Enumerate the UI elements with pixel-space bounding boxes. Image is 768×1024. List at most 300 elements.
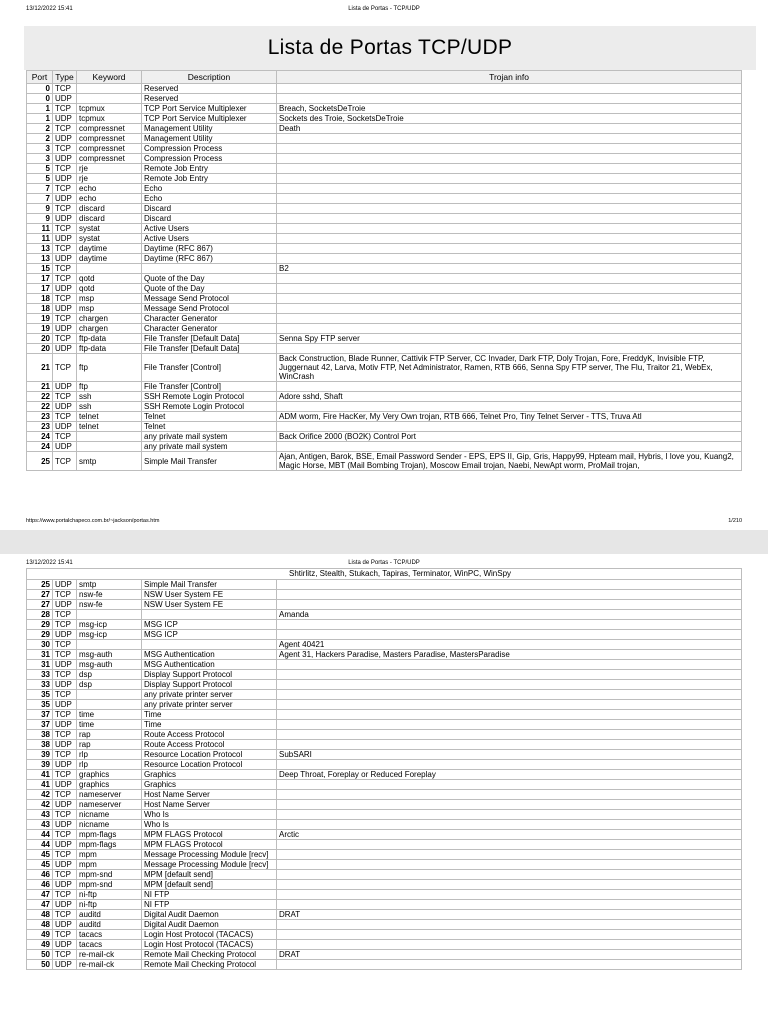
table-row <box>27 274 742 284</box>
cell-keyword: chargen <box>77 324 142 334</box>
cell-trojan-info <box>277 880 742 890</box>
cell-keyword: dsp <box>77 670 142 680</box>
cell-port: 2 <box>27 134 53 144</box>
cell-keyword: qotd <box>77 274 142 284</box>
cell-description: Remote Mail Checking Protocol <box>142 960 277 970</box>
cell-type: TCP <box>53 264 77 274</box>
table-row <box>27 820 742 830</box>
table-row <box>27 770 742 780</box>
cell-type: UDP <box>53 254 77 264</box>
cell-port: 35 <box>27 690 53 700</box>
cell-port: 37 <box>27 710 53 720</box>
cell-port: 7 <box>27 194 53 204</box>
cell-type: TCP <box>53 354 77 382</box>
table-row <box>27 590 742 600</box>
cell-type: UDP <box>53 900 77 910</box>
cell-type: TCP <box>53 294 77 304</box>
table-row <box>27 452 742 471</box>
table-row <box>27 720 742 730</box>
cell-keyword: msg-auth <box>77 660 142 670</box>
cell-type: TCP <box>53 590 77 600</box>
table-row <box>27 750 742 760</box>
print-doc-title: Lista de Portas - TCP/UDP <box>348 6 420 12</box>
cell-type: UDP <box>53 234 77 244</box>
table-row <box>27 700 742 710</box>
page-footer <box>0 518 768 526</box>
cell-trojan-info <box>277 224 742 234</box>
cell-type: UDP <box>53 214 77 224</box>
cell-type: TCP <box>53 870 77 880</box>
cell-description: Host Name Server <box>142 800 277 810</box>
cell-description: SSH Remote Login Protocol <box>142 402 277 412</box>
cell-keyword: mpm <box>77 850 142 860</box>
cell-type: TCP <box>53 392 77 402</box>
cell-trojan-info <box>277 680 742 690</box>
cell-trojan-info <box>277 344 742 354</box>
cell-type: UDP <box>53 134 77 144</box>
cell-trojan-info <box>277 870 742 880</box>
cell-keyword: ftp-data <box>77 334 142 344</box>
cell-port: 20 <box>27 334 53 344</box>
table-row <box>27 412 742 422</box>
cell-type: TCP <box>53 244 77 254</box>
cell-trojan-info <box>277 730 742 740</box>
cell-keyword: ftp-data <box>77 344 142 354</box>
table-row <box>27 660 742 670</box>
cell-port: 23 <box>27 422 53 432</box>
cell-port: 25 <box>27 580 53 590</box>
cell-trojan-info <box>277 154 742 164</box>
cell-trojan-info <box>277 94 742 104</box>
cell-type: UDP <box>53 940 77 950</box>
cell-trojan-info <box>277 850 742 860</box>
column-header-type: Type <box>53 71 77 84</box>
cell-description: Remote Job Entry <box>142 164 277 174</box>
cell-description: MSG ICP <box>142 620 277 630</box>
cell-port: 7 <box>27 184 53 194</box>
cell-description: Reserved <box>142 84 277 94</box>
cell-keyword: mpm <box>77 860 142 870</box>
cell-description <box>142 610 277 620</box>
cell-keyword: chargen <box>77 314 142 324</box>
cell-description: MPM [default send] <box>142 870 277 880</box>
cell-port: 48 <box>27 910 53 920</box>
table-row <box>27 382 742 392</box>
cell-port: 21 <box>27 354 53 382</box>
cell-description: NSW User System FE <box>142 590 277 600</box>
cell-description: Message Send Protocol <box>142 294 277 304</box>
cell-trojan-info: Agent 31, Hackers Paradise, Masters Paradise, MastersParadise <box>277 650 742 660</box>
cell-port: 25 <box>27 452 53 471</box>
cell-keyword <box>77 84 142 94</box>
cell-type: UDP <box>53 580 77 590</box>
cell-port: 42 <box>27 800 53 810</box>
cell-keyword <box>77 432 142 442</box>
cell-trojan-info <box>277 174 742 184</box>
cell-port: 18 <box>27 294 53 304</box>
cell-trojan-info <box>277 244 742 254</box>
cell-trojan-info <box>277 580 742 590</box>
cell-description: Reserved <box>142 94 277 104</box>
cell-trojan-info <box>277 840 742 850</box>
table-row <box>27 600 742 610</box>
cell-description: Remote Job Entry <box>142 174 277 184</box>
cell-type: UDP <box>53 114 77 124</box>
table-row <box>27 392 742 402</box>
cell-type: UDP <box>53 760 77 770</box>
cell-port: 46 <box>27 870 53 880</box>
cell-port: 30 <box>27 640 53 650</box>
cell-trojan-info: Back Orifice 2000 (BO2K) Control Port <box>277 432 742 442</box>
cell-port: 39 <box>27 750 53 760</box>
cell-trojan-info <box>277 790 742 800</box>
table-row <box>27 214 742 224</box>
cell-trojan-info: Sockets des Troie, SocketsDeTroie <box>277 114 742 124</box>
cell-port: 19 <box>27 314 53 324</box>
table-row <box>27 422 742 432</box>
cell-type: UDP <box>53 344 77 354</box>
table-row <box>27 910 742 920</box>
cell-keyword <box>77 264 142 274</box>
cell-keyword: tacacs <box>77 930 142 940</box>
page-header <box>0 554 768 568</box>
table-row <box>27 930 742 940</box>
cell-port: 29 <box>27 630 53 640</box>
cell-port: 0 <box>27 94 53 104</box>
cell-description: MPM FLAGS Protocol <box>142 840 277 850</box>
cell-trojan-info: Senna Spy FTP server <box>277 334 742 344</box>
cell-keyword: graphics <box>77 770 142 780</box>
cell-keyword <box>77 94 142 104</box>
cell-keyword: rlp <box>77 760 142 770</box>
cell-type: TCP <box>53 620 77 630</box>
cell-type: TCP <box>53 810 77 820</box>
cell-port: 1 <box>27 104 53 114</box>
cell-type: UDP <box>53 780 77 790</box>
cell-type: TCP <box>53 84 77 94</box>
cell-keyword: compressnet <box>77 144 142 154</box>
cell-trojan-info <box>277 214 742 224</box>
cell-trojan-info <box>277 382 742 392</box>
print-doc-title: Lista de Portas - TCP/UDP <box>348 560 420 566</box>
table-row <box>27 760 742 770</box>
cell-description: File Transfer [Control] <box>142 382 277 392</box>
cell-trojan-info <box>277 810 742 820</box>
cell-description: MPM FLAGS Protocol <box>142 830 277 840</box>
cell-description: Echo <box>142 194 277 204</box>
cell-trojan-info <box>277 284 742 294</box>
cell-port: 31 <box>27 660 53 670</box>
cell-type: UDP <box>53 422 77 432</box>
column-header-keyword: Keyword <box>77 71 142 84</box>
cell-description: Echo <box>142 184 277 194</box>
cell-type: TCP <box>53 164 77 174</box>
table-row <box>27 254 742 264</box>
cell-description: any private printer server <box>142 700 277 710</box>
table-row <box>27 670 742 680</box>
table-row <box>27 314 742 324</box>
cell-keyword: mpm-snd <box>77 870 142 880</box>
table-row <box>27 680 742 690</box>
cell-trojan-info <box>277 274 742 284</box>
cell-type: UDP <box>53 284 77 294</box>
cell-keyword: mpm-flags <box>77 830 142 840</box>
table-row <box>27 344 742 354</box>
cell-keyword: nameserver <box>77 800 142 810</box>
cell-keyword: mpm-flags <box>77 840 142 850</box>
cell-type: UDP <box>53 720 77 730</box>
cell-trojan-info <box>277 940 742 950</box>
cell-keyword: rlp <box>77 750 142 760</box>
cell-type: UDP <box>53 820 77 830</box>
cell-trojan-info: Adore sshd, Shaft <box>277 392 742 402</box>
cell-type: UDP <box>53 600 77 610</box>
cell-description: Management Utility <box>142 124 277 134</box>
table-row <box>27 830 742 840</box>
cell-type: TCP <box>53 890 77 900</box>
cell-description: Who Is <box>142 810 277 820</box>
table-row <box>27 174 742 184</box>
cell-type: TCP <box>53 770 77 780</box>
cell-keyword: msp <box>77 304 142 314</box>
cell-description: Quote of the Day <box>142 284 277 294</box>
cell-description: Message Send Protocol <box>142 304 277 314</box>
cell-port: 41 <box>27 770 53 780</box>
cell-keyword: nicname <box>77 810 142 820</box>
cell-description: Display Support Protocol <box>142 680 277 690</box>
table-row <box>27 710 742 720</box>
cell-trojan-info <box>277 890 742 900</box>
cell-port: 39 <box>27 760 53 770</box>
table-row <box>27 432 742 442</box>
cell-port: 44 <box>27 840 53 850</box>
cell-description <box>142 640 277 650</box>
cell-description: Daytime (RFC 867) <box>142 244 277 254</box>
cell-port: 28 <box>27 610 53 620</box>
cell-keyword: msg-icp <box>77 620 142 630</box>
cell-keyword: qotd <box>77 284 142 294</box>
cell-keyword: systat <box>77 224 142 234</box>
cell-description: any private mail system <box>142 442 277 452</box>
cell-trojan-info <box>277 422 742 432</box>
cell-keyword <box>77 700 142 710</box>
cell-type: UDP <box>53 880 77 890</box>
cell-type: TCP <box>53 412 77 422</box>
cell-keyword: compressnet <box>77 124 142 134</box>
cell-trojan-info <box>277 620 742 630</box>
cell-keyword: rje <box>77 174 142 184</box>
cell-trojan-info <box>277 254 742 264</box>
cell-description: TCP Port Service Multiplexer <box>142 114 277 124</box>
cell-trojan-info: B2 <box>277 264 742 274</box>
cell-port: 33 <box>27 670 53 680</box>
table-row <box>27 304 742 314</box>
cell-trojan-info <box>277 304 742 314</box>
cell-port: 38 <box>27 730 53 740</box>
cell-type: TCP <box>53 950 77 960</box>
cell-type: UDP <box>53 800 77 810</box>
cell-description: Digital Audit Daemon <box>142 910 277 920</box>
cell-port: 22 <box>27 402 53 412</box>
cell-type: TCP <box>53 144 77 154</box>
table-row <box>27 334 742 344</box>
cell-keyword: msg-icp <box>77 630 142 640</box>
cell-trojan-info <box>277 920 742 930</box>
page-number: 1/210 <box>728 518 742 524</box>
cell-keyword: daytime <box>77 254 142 264</box>
cell-type: TCP <box>53 274 77 284</box>
cell-description: Login Host Protocol (TACACS) <box>142 930 277 940</box>
cell-type: TCP <box>53 314 77 324</box>
cell-trojan-info: Death <box>277 124 742 134</box>
table-row <box>27 164 742 174</box>
cell-trojan-info <box>277 660 742 670</box>
cell-port: 37 <box>27 720 53 730</box>
cell-type: TCP <box>53 124 77 134</box>
cell-description: MSG Authentication <box>142 660 277 670</box>
table-row <box>27 800 742 810</box>
cell-trojan-info <box>277 900 742 910</box>
cell-keyword: time <box>77 720 142 730</box>
cell-keyword: discard <box>77 214 142 224</box>
cell-description: MPM [default send] <box>142 880 277 890</box>
cell-type: TCP <box>53 730 77 740</box>
cell-port: 43 <box>27 810 53 820</box>
cell-type: UDP <box>53 840 77 850</box>
cell-trojan-info: Ajan, Antigen, Barok, BSE, Email Password Sender - EPS, EPS II, Gip, Gris, Happy99, Hpteam mail, Hybris, I love you, Kuang2, Magic Horse, MBT (Mail Bombing Trojan), Moscow Email trojan, Naebi, NewApt worm, ProMail trojan, <box>277 452 742 471</box>
cell-port: 45 <box>27 860 53 870</box>
cell-description: Management Utility <box>142 134 277 144</box>
cell-trojan-info <box>277 860 742 870</box>
cell-trojan-info: ADM worm, Fire HacKer, My Very Own trojan, RTB 666, Telnet Pro, Tiny Telnet Server - TTS, Truva Atl <box>277 412 742 422</box>
table-row <box>27 940 742 950</box>
cell-keyword <box>77 690 142 700</box>
cell-port: 13 <box>27 254 53 264</box>
cell-description: Route Access Protocol <box>142 740 277 750</box>
cell-trojan-info <box>277 442 742 452</box>
cell-description: Time <box>142 710 277 720</box>
cell-description: Discard <box>142 214 277 224</box>
cell-port: 44 <box>27 830 53 840</box>
cell-port: 50 <box>27 960 53 970</box>
cell-description: File Transfer [Default Data] <box>142 334 277 344</box>
cell-description: SSH Remote Login Protocol <box>142 392 277 402</box>
table-row <box>27 144 742 154</box>
cell-type: UDP <box>53 382 77 392</box>
cell-type: TCP <box>53 670 77 680</box>
cell-trojan-info <box>277 402 742 412</box>
table-row <box>27 324 742 334</box>
cell-keyword: ssh <box>77 392 142 402</box>
table-row <box>27 284 742 294</box>
cell-description: Active Users <box>142 234 277 244</box>
cell-type: UDP <box>53 194 77 204</box>
table-row <box>27 154 742 164</box>
cell-port: 29 <box>27 620 53 630</box>
table-row <box>27 620 742 630</box>
cell-keyword: dsp <box>77 680 142 690</box>
cell-trojan-info <box>277 184 742 194</box>
cell-type: TCP <box>53 452 77 471</box>
cell-keyword: ni-ftp <box>77 890 142 900</box>
table-row <box>27 134 742 144</box>
cell-type: UDP <box>53 660 77 670</box>
table-header-row <box>27 71 742 84</box>
cell-description: Resource Location Protocol <box>142 760 277 770</box>
cell-port: 15 <box>27 264 53 274</box>
cell-keyword: ftp <box>77 354 142 382</box>
cell-port: 11 <box>27 224 53 234</box>
cell-type: UDP <box>53 960 77 970</box>
table-row <box>27 94 742 104</box>
cell-trojan-info: Breach, SocketsDeTroie <box>277 104 742 114</box>
cell-description: NSW User System FE <box>142 600 277 610</box>
cell-keyword: compressnet <box>77 154 142 164</box>
cell-type: UDP <box>53 174 77 184</box>
cell-type: TCP <box>53 710 77 720</box>
cell-description: TCP Port Service Multiplexer <box>142 104 277 114</box>
cell-port: 47 <box>27 900 53 910</box>
table-row <box>27 114 742 124</box>
cell-type: TCP <box>53 690 77 700</box>
cell-description: NI FTP <box>142 890 277 900</box>
cell-description: Telnet <box>142 422 277 432</box>
cell-trojan-info: Back Construction, Blade Runner, Cattivik FTP Server, CC Invader, Dark FTP, Doly Trojan, Fore, FreddyK, Invisible FTP, Juggernaut 42, Larva, Motiv FTP, Net Administrator, Ramen, RTB 666, Senna Spy FTP server, The Flu, Traitor 21, WebEx, WinCrash <box>277 354 742 382</box>
footer-url[interactable]: https://www.portalchapeco.com.br/~jackson/portas.htm <box>26 518 160 524</box>
continued-trojan-info: Shtirlitz, Stealth, Stukach, Tapiras, Terminator, WinPC, WinSpy <box>26 568 742 579</box>
cell-keyword: compressnet <box>77 134 142 144</box>
cell-port: 2 <box>27 124 53 134</box>
cell-description: Message Processing Module [recv] <box>142 850 277 860</box>
cell-type: UDP <box>53 920 77 930</box>
cell-keyword: nicname <box>77 820 142 830</box>
cell-keyword: ftp <box>77 382 142 392</box>
cell-trojan-info <box>277 234 742 244</box>
cell-trojan-info <box>277 820 742 830</box>
cell-type: TCP <box>53 850 77 860</box>
cell-keyword: auditd <box>77 920 142 930</box>
table-row <box>27 950 742 960</box>
cell-description: Active Users <box>142 224 277 234</box>
cell-description: MSG Authentication <box>142 650 277 660</box>
cell-keyword <box>77 610 142 620</box>
cell-trojan-info <box>277 690 742 700</box>
cell-description: Remote Mail Checking Protocol <box>142 950 277 960</box>
cell-keyword: auditd <box>77 910 142 920</box>
cell-port: 43 <box>27 820 53 830</box>
cell-keyword: smtp <box>77 580 142 590</box>
cell-keyword: daytime <box>77 244 142 254</box>
cell-port: 17 <box>27 284 53 294</box>
cell-port: 9 <box>27 204 53 214</box>
cell-description: File Transfer [Control] <box>142 354 277 382</box>
table-row <box>27 294 742 304</box>
cell-type: TCP <box>53 830 77 840</box>
table-row <box>27 730 742 740</box>
table-row <box>27 264 742 274</box>
cell-port: 35 <box>27 700 53 710</box>
cell-keyword: rap <box>77 730 142 740</box>
cell-trojan-info: Deep Throat, Foreplay or Reduced Foreplay <box>277 770 742 780</box>
cell-trojan-info: Arctic <box>277 830 742 840</box>
cell-trojan-info: DRAT <box>277 950 742 960</box>
cell-keyword: re-mail-ck <box>77 960 142 970</box>
cell-trojan-info <box>277 760 742 770</box>
cell-port: 38 <box>27 740 53 750</box>
ports-table-body <box>27 580 742 970</box>
cell-description: Time <box>142 720 277 730</box>
cell-description: Simple Mail Transfer <box>142 452 277 471</box>
